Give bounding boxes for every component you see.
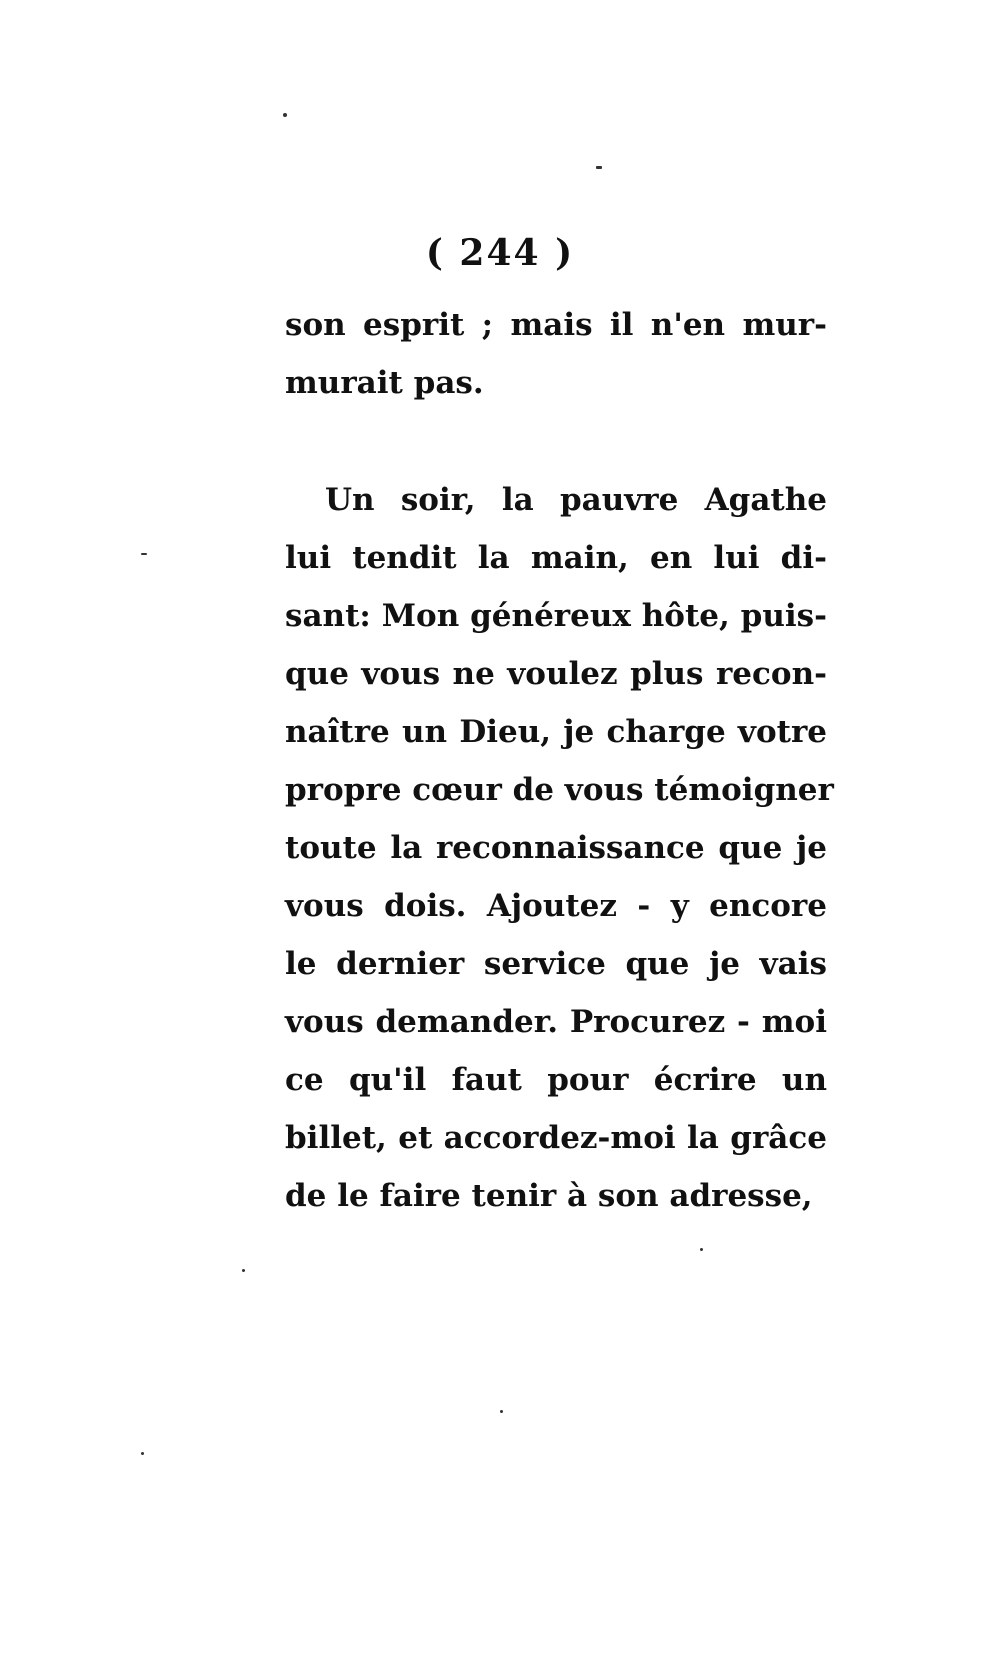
- text-line: propre cœur de vous témoigner: [285, 772, 834, 808]
- text-line: de le faire tenir à son adresse,: [285, 1178, 813, 1214]
- print-speck: [500, 1410, 503, 1413]
- page-number: ( 244 ): [425, 232, 575, 274]
- text-line: billet, et accordez-moi la grâce: [285, 1120, 827, 1156]
- text-line: lui tendit la main, en lui di-: [285, 540, 827, 576]
- text-line: murait pas.: [285, 365, 484, 401]
- print-speck: [141, 553, 147, 555]
- text-line: le dernier service que je vais: [285, 946, 827, 982]
- text-line: que vous ne voulez plus recon-: [285, 656, 827, 692]
- text-line: naître un Dieu, je charge votre: [285, 714, 827, 750]
- print-speck: [700, 1248, 703, 1251]
- print-speck: [141, 1452, 144, 1455]
- print-speck: [242, 1269, 245, 1272]
- text-line: son esprit ; mais il n'en mur-: [285, 307, 827, 343]
- text-line: Un soir, la pauvre Agathe: [325, 482, 827, 518]
- text-line: sant: Mon généreux hôte, puis-: [285, 598, 827, 634]
- print-speck: [596, 166, 602, 169]
- text-line: toute la reconnaissance que je: [285, 830, 827, 866]
- paragraph-2: [285, 471, 834, 1225]
- print-speck: [283, 113, 287, 117]
- text-line: ce qu'il faut pour écrire un: [285, 1062, 827, 1098]
- text-line: vous dois. Ajoutez - y encore: [285, 888, 827, 924]
- text-line: vous demander. Procurez - moi: [285, 1004, 827, 1040]
- paragraph-1: [285, 296, 827, 412]
